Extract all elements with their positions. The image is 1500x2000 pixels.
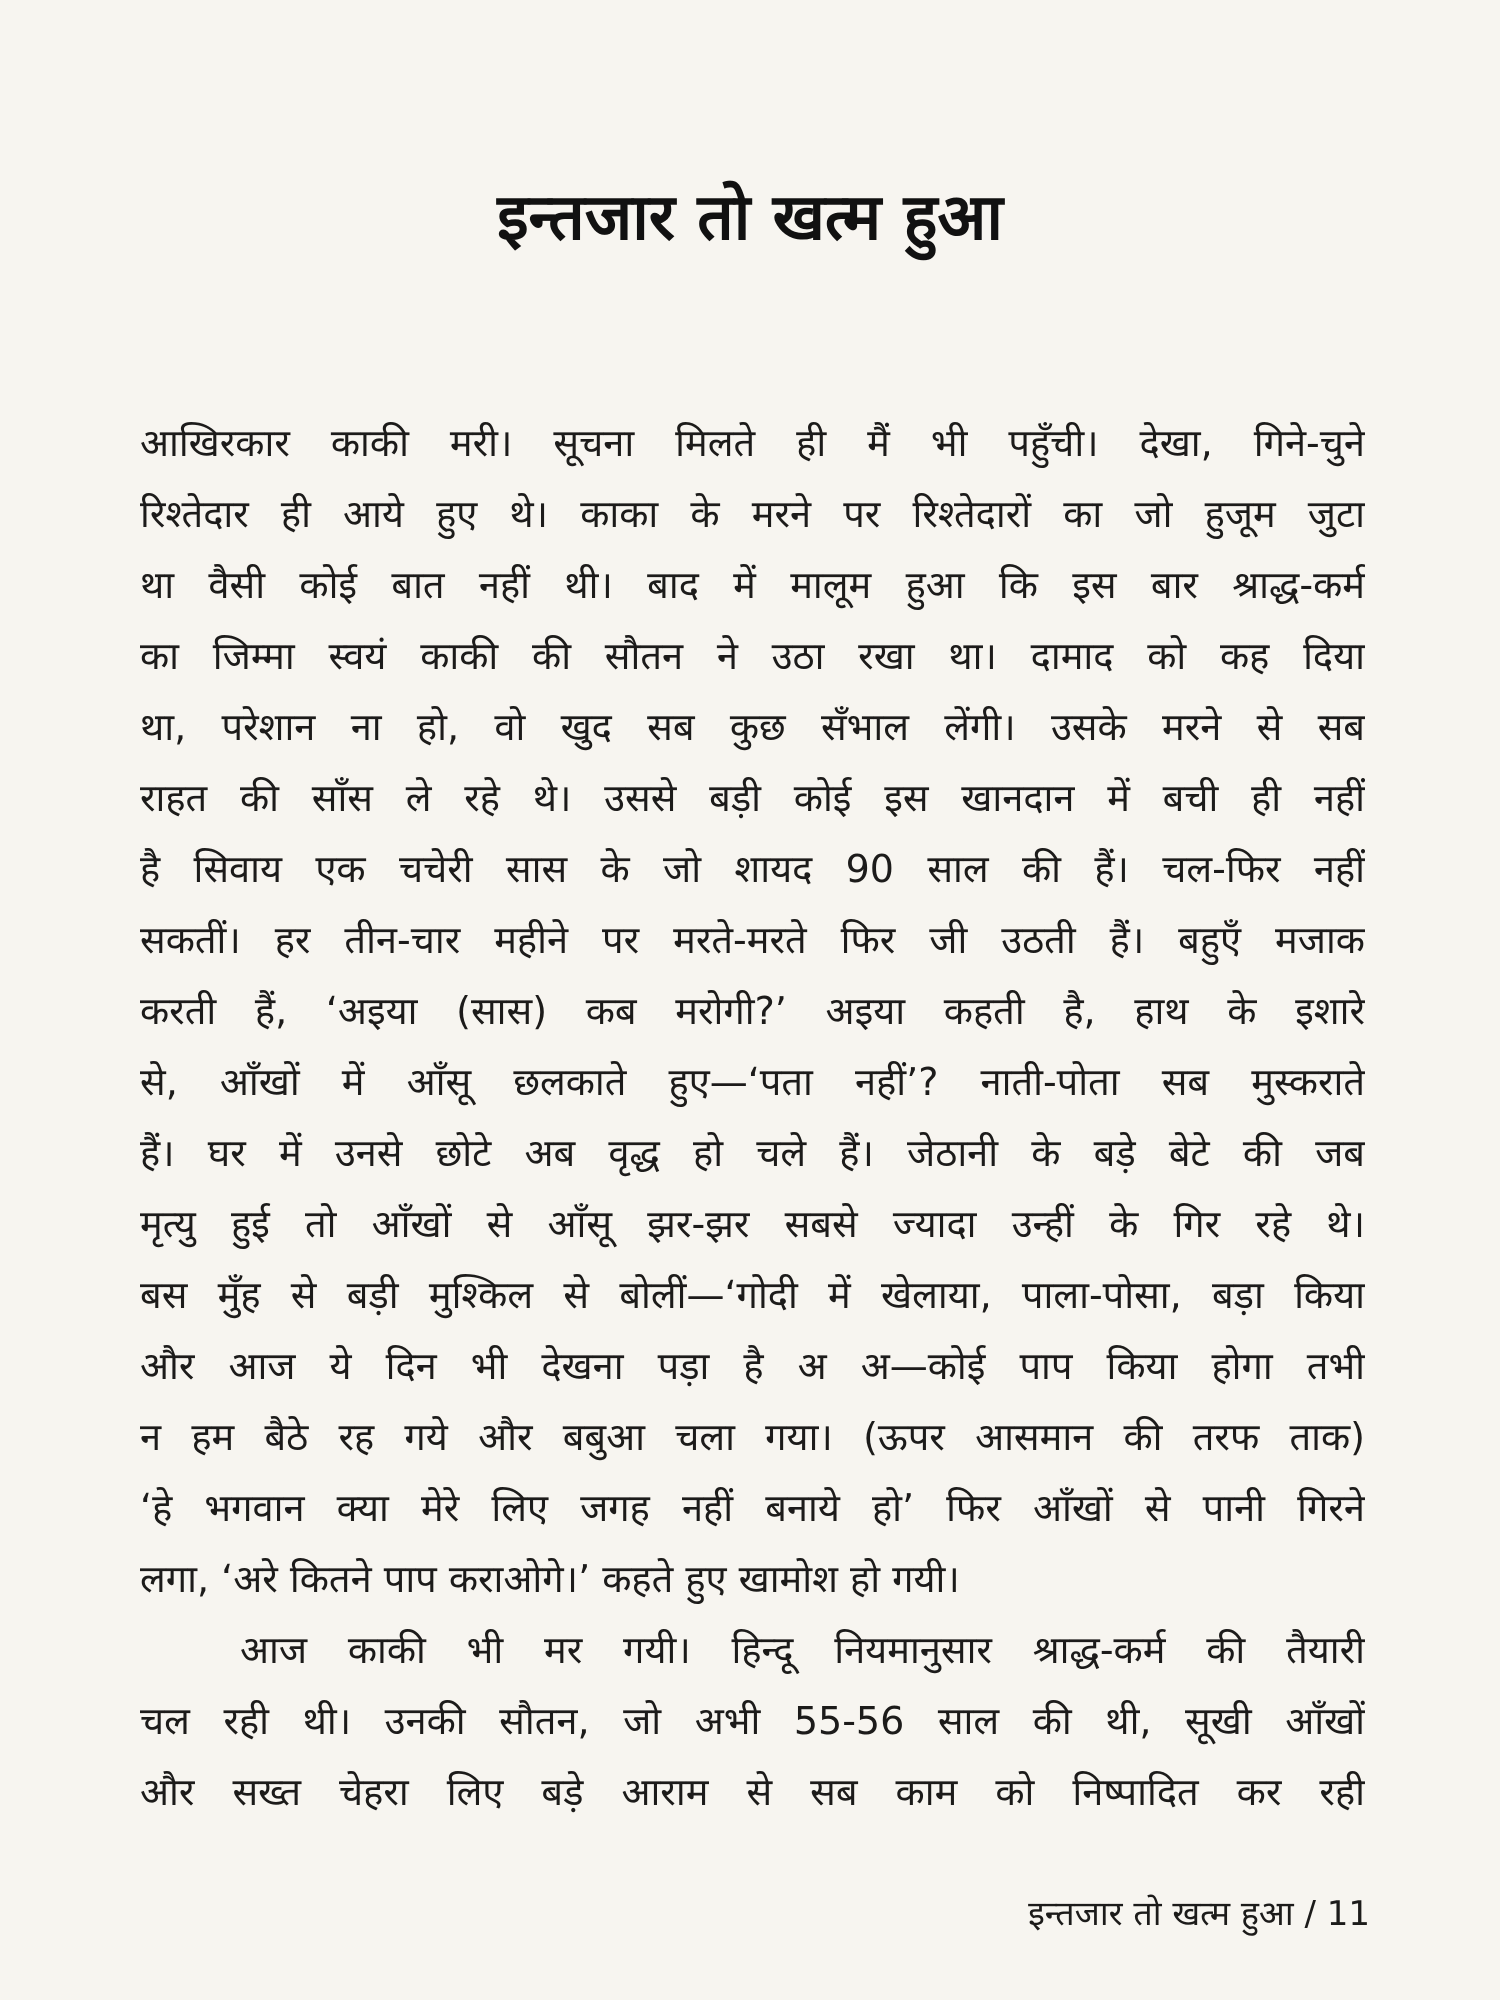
- text-line-4: का जिम्मा स्वयं काकी की सौतन ने उठा रखा था। दामाद को कह दिया: [140, 634, 1365, 678]
- text-line-1: आखिरकार काकी मरी। सूचना मिलते ही मैं भी पहुँची। देखा, गिने-चुने: [140, 421, 1365, 465]
- text-line-14: और आज ये दिन भी देखना पड़ा है अ अ—कोई पाप किया होगा तभी: [140, 1344, 1365, 1388]
- text-line-5: था, परेशान ना हो, वो खुद सब कुछ सँभाल लेंगी। उसके मरने से सब: [140, 705, 1365, 749]
- text-line-10: से, आँखों में आँसू छलकाते हुए—‘पता नहीं’? नाती-पोता सब मुस्कराते: [140, 1060, 1365, 1104]
- text-line-17: लगा, ‘अरे कितने पाप कराओगे।’ कहते हुए खामोश हो गयी।: [140, 1557, 960, 1601]
- text-line-12: मृत्यु हुई तो आँखों से आँसू झर-झर सबसे ज्यादा उन्हीं के गिर रहे थे।: [140, 1202, 1365, 1246]
- text-line-6: राहत की साँस ले रहे थे। उससे बड़ी कोई इस खानदान में बची ही नहीं: [140, 776, 1365, 820]
- text-line-13: बस मुँह से बड़ी मुश्किल से बोलीं—‘गोदी में खेलाया, पाला-पोसा, बड़ा किया: [140, 1273, 1365, 1317]
- text-line-18: आज काकी भी मर गयी। हिन्दू नियमानुसार श्राद्ध-कर्म की तैयारी: [240, 1628, 1365, 1672]
- body-text: [140, 408, 1365, 1828]
- text-line-15: न हम बैठे रह गये और बबुआ चला गया। (ऊपर आसमान की तरफ ताक): [140, 1415, 1365, 1459]
- page-title: इन्तजार तो खत्म हुआ: [497, 181, 1003, 255]
- text-line-2: रिश्तेदार ही आये हुए थे। काका के मरने पर रिश्तेदारों का जो हुजूम जुटा: [140, 492, 1365, 536]
- text-line-9: करती हैं, ‘अइया (सास) कब मरोगी?’ अइया कहती है, हाथ के इशारे: [140, 989, 1365, 1033]
- text-line-19: चल रही थी। उनकी सौतन, जो अभी 55-56 साल की थी, सूखी आँखों: [140, 1699, 1365, 1743]
- text-line-20: और सख्त चेहरा लिए बड़े आराम से सब काम को निष्पादित कर रही: [140, 1770, 1365, 1814]
- page-footer: इन्तजार तो खत्म हुआ / 11: [1028, 1894, 1370, 1934]
- text-line-7: है सिवाय एक चचेरी सास के जो शायद 90 साल की हैं। चल-फिर नहीं: [140, 847, 1365, 891]
- text-line-11: हैं। घर में उनसे छोटे अब वृद्ध हो चले हैं। जेठानी के बड़े बेटे की जब: [140, 1131, 1365, 1175]
- text-line-8: सकतीं। हर तीन-चार महीने पर मरते-मरते फिर जी उठती हैं। बहुएँ मजाक: [140, 918, 1365, 962]
- text-line-16: ‘हे भगवान क्या मेरे लिए जगह नहीं बनाये हो’ फिर आँखों से पानी गिरने: [140, 1486, 1365, 1530]
- text-line-3: था वैसी कोई बात नहीं थी। बाद में मालूम हुआ कि इस बार श्राद्ध-कर्म: [140, 563, 1365, 607]
